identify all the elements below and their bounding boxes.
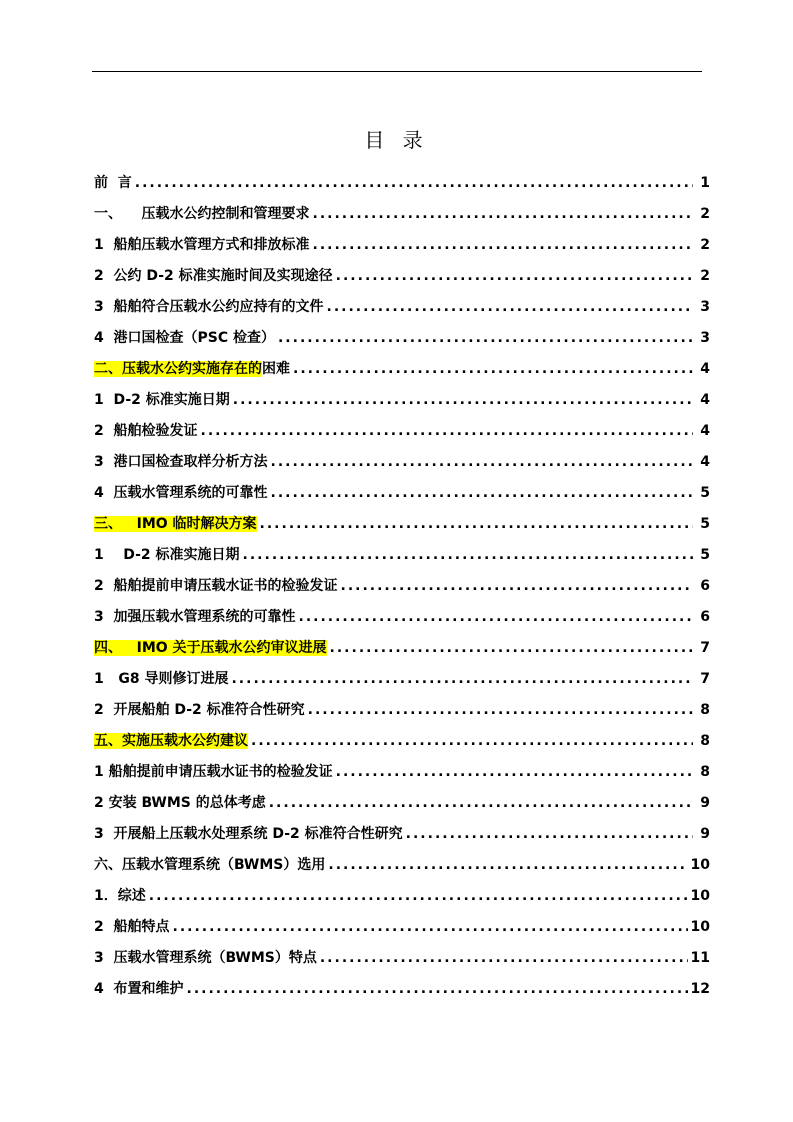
page-number: 7 — [700, 671, 710, 687]
dot-leader — [308, 695, 693, 726]
highlighted-text: 二、压载水公约实施存在的 — [94, 361, 262, 377]
entry-text: 1 D-2 标准实施日期 — [94, 392, 230, 408]
dot-leader — [336, 757, 693, 788]
entry-text: 2 船舶检验发证 — [94, 423, 198, 439]
toc-entry[interactable] — [94, 633, 710, 664]
dot-leader — [330, 633, 693, 664]
page-number: 5 — [700, 547, 710, 563]
dot-leader — [328, 850, 687, 881]
toc-entry[interactable] — [94, 292, 710, 323]
entry-text: 2 公约 D-2 标准实施时间及实现途径 — [94, 268, 333, 284]
dot-leader — [313, 199, 694, 230]
toc-entry-title — [94, 199, 310, 230]
dot-leader — [320, 943, 688, 974]
dot-leader — [243, 540, 693, 571]
toc-entry-title — [94, 757, 333, 788]
entry-text: 1 船舶提前申请压载水证书的检验发证 — [94, 764, 333, 780]
toc-entry-title — [94, 447, 268, 478]
page-number: 3 — [700, 330, 710, 346]
toc-entry-title — [94, 943, 317, 974]
page-number: 2 — [700, 206, 710, 222]
page-number: 4 — [700, 454, 710, 470]
entry-text: 困难 — [262, 361, 290, 377]
toc-entry[interactable] — [94, 757, 710, 788]
toc-entry[interactable] — [94, 881, 710, 912]
entry-text: 4 布置和维护 — [94, 981, 184, 997]
dot-leader — [173, 912, 688, 943]
page-number: 10 — [690, 919, 710, 935]
page-number: 12 — [690, 981, 710, 997]
header-rule — [92, 71, 702, 72]
highlighted-text: 五、实施压载水公约建议 — [94, 733, 248, 749]
dot-leader — [251, 726, 693, 757]
entry-text: 1 D-2 标准实施日期 — [94, 547, 240, 563]
entry-text: 2 安装 BWMS 的总体考虑 — [94, 795, 266, 811]
toc-entry-title — [94, 385, 230, 416]
toc-entry[interactable] — [94, 168, 710, 199]
page-number: 11 — [690, 950, 710, 966]
page-number: 10 — [690, 888, 710, 904]
page-number: 5 — [700, 485, 710, 501]
entry-text: 3 开展船上压载水处理系统 D-2 标准符合性研究 — [94, 826, 403, 842]
toc-entry-title — [94, 416, 198, 447]
page-number: 2 — [700, 268, 710, 284]
highlighted-text: 四、 IMO 关于压载水公约审议进展 — [94, 640, 327, 656]
toc-entry-title — [94, 230, 310, 261]
entry-text: 3 船舶符合压载水公约应持有的文件 — [94, 299, 324, 315]
toc-entry-title — [94, 788, 266, 819]
toc-entry-title — [94, 881, 146, 912]
toc-entry-title — [94, 695, 305, 726]
entry-text: 3 港口国检查取样分析方法 — [94, 454, 268, 470]
toc-entry-title — [94, 819, 403, 850]
dot-leader — [327, 292, 694, 323]
toc-entry-title — [94, 602, 296, 633]
toc-entry-title — [94, 540, 240, 571]
page-number: 8 — [700, 764, 710, 780]
page-number: 3 — [700, 299, 710, 315]
toc-entry-title — [94, 664, 228, 695]
toc-entry-title — [94, 261, 333, 292]
entry-text: 前 言 — [94, 175, 132, 191]
toc-entry-title — [94, 292, 324, 323]
page-number: 4 — [700, 361, 710, 377]
page-number: 6 — [700, 578, 710, 594]
toc-entry[interactable] — [94, 323, 710, 354]
table-of-contents — [94, 168, 710, 1005]
entry-text: 3 加强压载水管理系统的可靠性 — [94, 609, 296, 625]
toc-entry[interactable] — [94, 819, 710, 850]
dot-leader — [135, 168, 693, 199]
page-number: 9 — [700, 826, 710, 842]
toc-entry[interactable] — [94, 447, 710, 478]
entry-text: 一、 压载水公约控制和管理要求 — [94, 206, 310, 222]
dot-leader — [278, 323, 693, 354]
page-number: 4 — [700, 392, 710, 408]
entry-text: 4 港口国检查（PSC 检查） — [94, 330, 275, 346]
dot-leader — [271, 478, 694, 509]
toc-entry[interactable] — [94, 788, 710, 819]
entry-text: 2 船舶特点 — [94, 919, 170, 935]
page-number: 5 — [700, 516, 710, 532]
toc-title: 目 录 — [364, 128, 429, 152]
entry-text: 4 压载水管理系统的可靠性 — [94, 485, 268, 501]
dot-leader — [313, 230, 694, 261]
entry-text: 3 压载水管理系统（BWMS）特点 — [94, 950, 317, 966]
toc-entry-title — [94, 509, 257, 540]
toc-entry-title — [94, 726, 248, 757]
dot-leader — [231, 664, 693, 695]
toc-entry[interactable] — [94, 602, 710, 633]
dot-leader — [299, 602, 694, 633]
toc-entry-title — [94, 571, 338, 602]
toc-entry[interactable] — [94, 943, 710, 974]
toc-entry[interactable] — [94, 850, 710, 881]
dot-leader — [201, 416, 694, 447]
toc-entry[interactable] — [94, 416, 710, 447]
dot-leader — [336, 261, 693, 292]
dot-leader — [406, 819, 693, 850]
toc-entry[interactable] — [94, 974, 710, 1005]
toc-entry[interactable] — [94, 199, 710, 230]
dot-leader — [260, 509, 693, 540]
toc-entry[interactable] — [94, 478, 710, 509]
toc-entry[interactable] — [94, 664, 710, 695]
dot-leader — [269, 788, 693, 819]
dot-leader — [233, 385, 693, 416]
dot-leader — [149, 881, 688, 912]
toc-entry-title — [94, 168, 132, 199]
page-number: 8 — [700, 733, 710, 749]
toc-entry-title — [94, 354, 290, 385]
toc-entry[interactable] — [94, 509, 710, 540]
entry-text: 1．综述 — [94, 888, 146, 904]
toc-entry[interactable] — [94, 571, 710, 602]
entry-text: 2 船舶提前申请压载水证书的检验发证 — [94, 578, 338, 594]
entry-text: 2 开展船舶 D-2 标准符合性研究 — [94, 702, 305, 718]
page-number: 8 — [700, 702, 710, 718]
toc-entry[interactable] — [94, 385, 710, 416]
page-number: 1 — [700, 175, 710, 191]
toc-entry-title — [94, 633, 327, 664]
toc-entry[interactable] — [94, 695, 710, 726]
toc-entry-title — [94, 850, 325, 881]
toc-entry[interactable] — [94, 540, 710, 571]
dot-leader — [293, 354, 693, 385]
entry-text: 六、压载水管理系统（BWMS）选用 — [94, 857, 326, 873]
dot-leader — [271, 447, 694, 478]
dot-leader — [187, 974, 688, 1005]
entry-text: 1 船舶压载水管理方式和排放标准 — [94, 237, 310, 253]
toc-entry[interactable] — [94, 912, 710, 943]
toc-entry[interactable] — [94, 726, 710, 757]
toc-entry[interactable] — [94, 354, 710, 385]
highlighted-text: 三、 IMO 临时解决方案 — [94, 516, 257, 532]
page-number: 7 — [700, 640, 710, 656]
dot-leader — [341, 571, 694, 602]
toc-entry[interactable] — [94, 230, 710, 261]
page-number: 4 — [700, 423, 710, 439]
page-number: 2 — [700, 237, 710, 253]
toc-entry-title — [94, 974, 184, 1005]
page-number: 6 — [700, 609, 710, 625]
toc-entry-title — [94, 912, 170, 943]
entry-text: 1 G8 导则修订进展 — [94, 671, 229, 687]
page-number: 9 — [700, 795, 710, 811]
toc-entry[interactable] — [94, 261, 710, 292]
toc-entry-title — [94, 478, 268, 509]
toc-entry-title — [94, 323, 275, 354]
page-number: 10 — [690, 857, 710, 873]
